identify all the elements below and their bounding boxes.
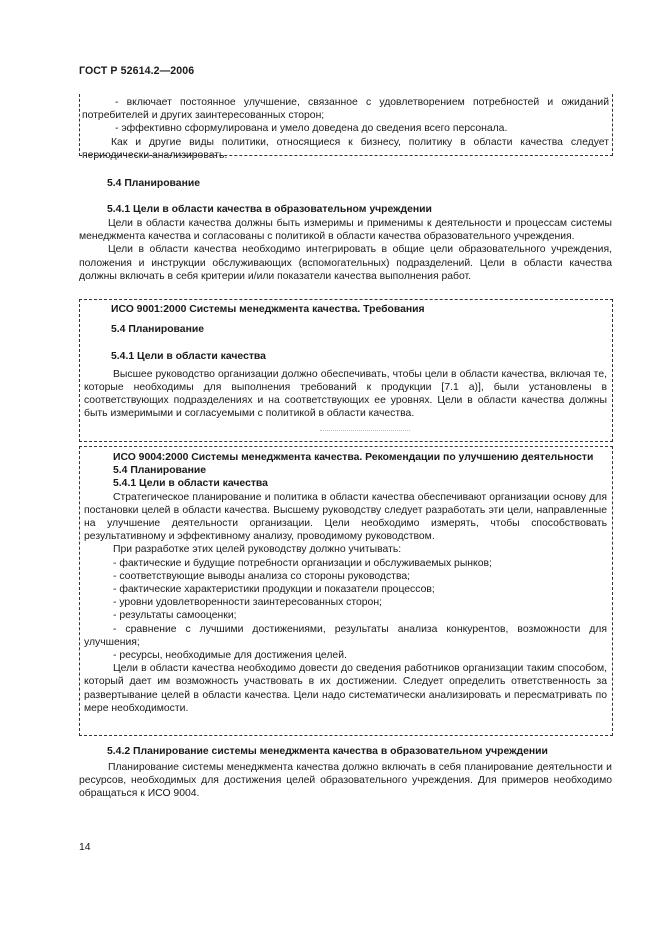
section-5-4-title: 5.4 Планирование [107, 178, 201, 189]
page-number: 14 [79, 842, 91, 853]
iso-9004-paragraph: При разработке этих целей руководству должно учитывать: [113, 544, 402, 556]
iso-9004-heading: 5.4 Планирование [113, 465, 207, 477]
iso-9004-subheading: 5.4.1 Цели в области качества [113, 478, 268, 490]
policy-continuation-text [82, 96, 609, 162]
policy-note: Как и другие виды политики, относящиеся к бизнесу, политику в области качества следует периодически анализировать. [82, 136, 609, 161]
document-header: ГОСТ Р 52614.2—2006 [79, 65, 195, 77]
iso-9004-list-item: - уровни удовлетворенности заинтересованных сторон; [113, 597, 382, 609]
iso-9004-list-item: - фактические характеристики продукции и показатели процессов; [113, 584, 435, 596]
iso-9004-paragraph: Стратегическое планирование и политика в области качества обеспечивают организации основу для постановки целей в области качества. Высшему руководству следует разработать эти цели, направленные на улучшение деятельности организации. Цели необходимо измерять, чтобы способствовать результативному и эффективному анализу, проводимому руководством. [84, 491, 607, 543]
iso-9004-list-item: - сравнение с лучшими достижениями, результаты анализа конкурентов, возможности для улучшения; [84, 623, 607, 648]
paragraph: Цели в области качества необходимо интегрировать в общие цели образовательного учреждения, положения и инструкции обслуживающих (вспомогательных) подразделений. Цели в области качества должны включать в себя критерии и/или показатели качества выполнения работ. [79, 244, 612, 282]
iso-9001-heading: 5.4 Планирование [111, 324, 205, 336]
section-5-4-1-title: 5.4.1 Цели в области качества в образовательном учреждении [107, 204, 432, 215]
iso-9001-title: ИСО 9001:2000 Системы менеджмента качества. Требования [111, 304, 425, 315]
iso-9004-list-item: - ресурсы, необходимые для достижения целей. [113, 650, 347, 662]
section-5-4-2-title: 5.4.2 Планирование системы менеджмента качества в образовательном учреждении [107, 746, 548, 757]
section-5-4-1-body [79, 217, 612, 283]
iso-9001-content [84, 303, 607, 420]
iso-9004-paragraph: Цели в области качества необходимо довести до сведения работников организации таким способом, который дает им возможность участвовать в их достижении. Следует определить ответственность за развертывание целей в области качества. Цели надо систематически анализировать и пересматривать по мере необходимости. [84, 663, 607, 714]
iso-9001-text: Высшее руководство организации должно обеспечивать, чтобы цели в области качества, включая те, которые необходимы для выполнения требований к продукции [7.1 а)], были установлены в соответствующих подразделениях и на соответствующих ее уровнях. Цели в области качества должны быть измеримыми и согласуемыми с политикой в области качества. [84, 368, 607, 420]
iso-9004-list-item: - соответствующие выводы анализа со стороны руководства; [113, 570, 411, 582]
iso-9001-subheading: 5.4.1 Цели в области качества [111, 351, 266, 363]
policy-item: - включает постоянное улучшение, связанное с удовлетворением потребностей и ожиданий потребителей и других заинтересованных сторон; [82, 97, 609, 122]
paragraph: Цели в области качества должны быть измеримы и применимы к деятельности и процессам системы менеджмента качества и согласованы с политикой в области качества образовательного учреждения. [79, 218, 612, 243]
policy-item: - эффективно сформулирована и умело доведена до сведения всего персонала. [115, 123, 508, 135]
iso-9004-title: ИСО 9004:2000 Системы менеджмента качества. Рекомендации по улучшению деятельности [113, 452, 594, 463]
iso-9004-list-item: - результаты самооценки; [113, 610, 237, 622]
faint-mark [320, 430, 410, 434]
section-5-4-2-body [79, 761, 612, 801]
iso-9004-content [84, 451, 607, 715]
iso-9004-list-item: - фактические и будущие потребности организации и обслуживаемых рынков; [113, 557, 492, 569]
paragraph: Планирование системы менеджмента качества должно включать в себя планирование деятельности и ресурсов, необходимых для достижения целей образовательного учреждения. Для примеров необходимо обращаться к ИСО 9004. [79, 762, 612, 800]
